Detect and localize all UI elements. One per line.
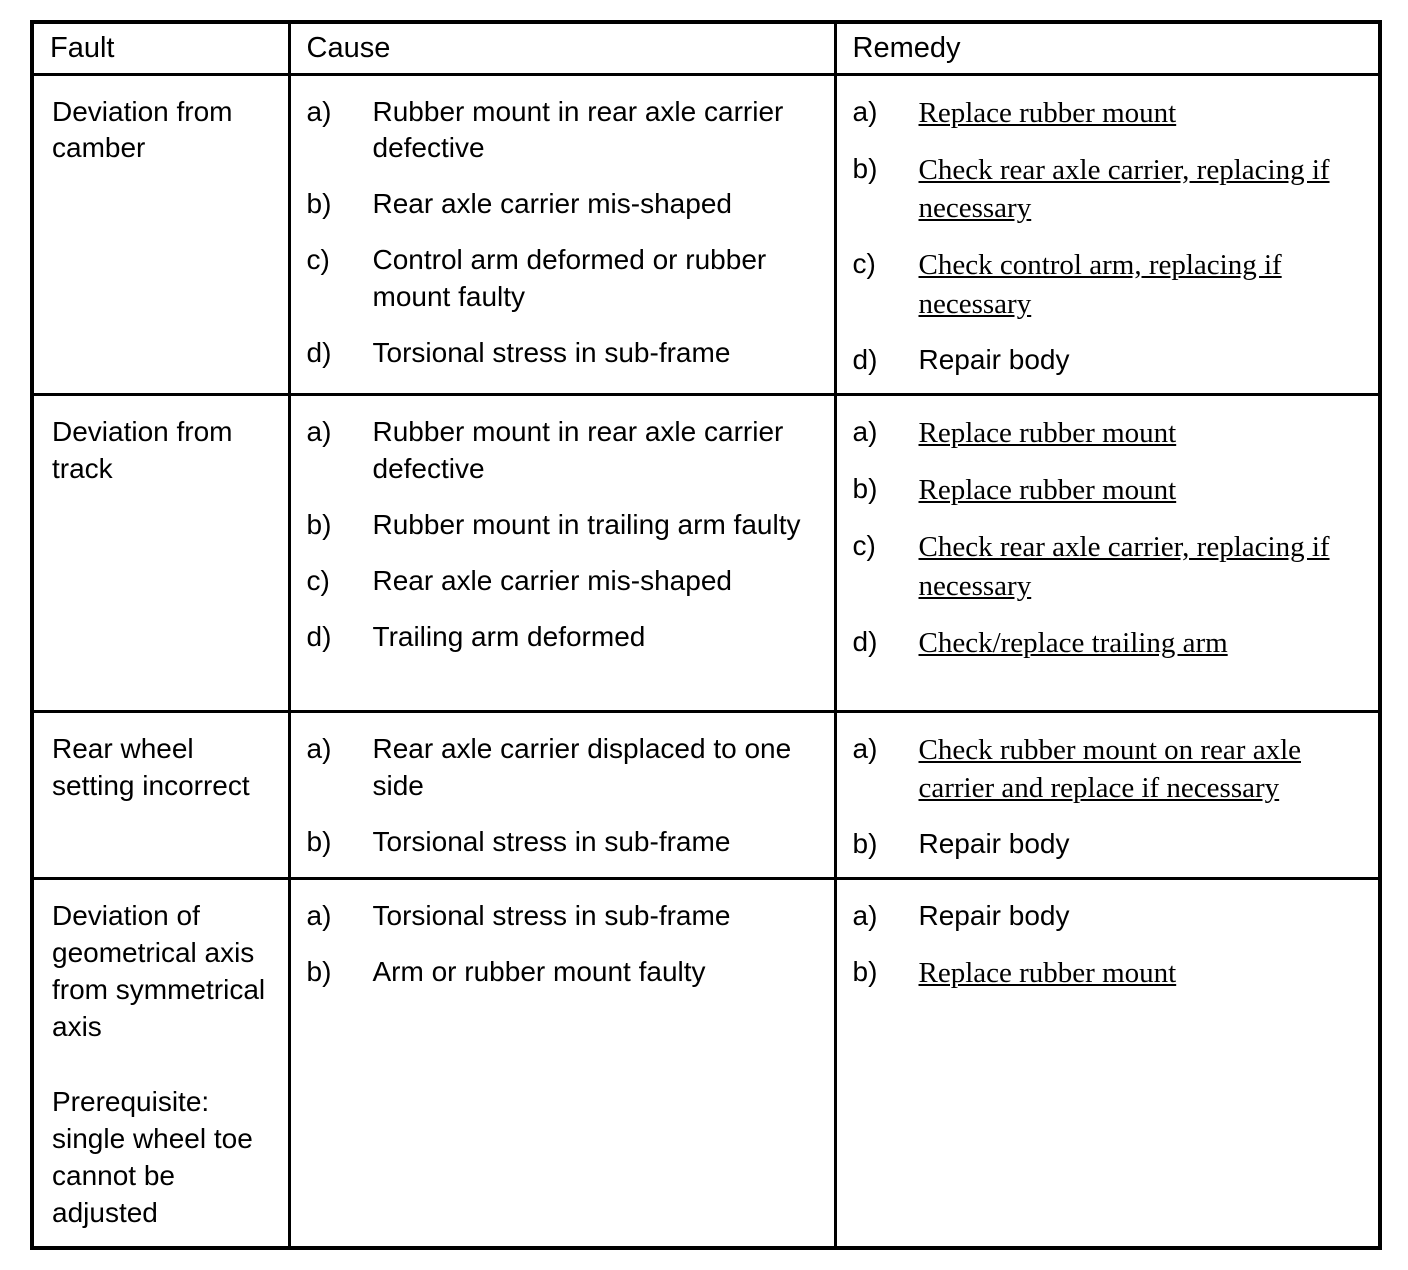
cause-letter: b): [306, 508, 332, 540]
remedy-text: Replace rubber mount: [918, 474, 1177, 507]
fault-text: Deviation from camber: [52, 95, 233, 164]
remedy-text: Check rear axle carrier, replacing if necessary: [918, 531, 1330, 602]
cause-text: Rear axle carrier displaced to one side: [372, 732, 792, 801]
remedy-text: Replace rubber mount: [918, 416, 1177, 449]
fault-cell: [32, 711, 289, 878]
header-remedy: Remedy: [835, 22, 1380, 74]
remedy-text: Replace rubber mount: [918, 957, 1177, 990]
cause-item: [307, 954, 824, 991]
cause-cell: [289, 711, 835, 878]
remedy-letter: b): [852, 152, 878, 184]
cause-item: [307, 563, 824, 600]
header-row: [32, 22, 1380, 74]
remedy-letter: b): [852, 828, 878, 860]
fault-cell: [32, 394, 289, 711]
remedy-cell: [835, 74, 1380, 394]
fault-text: Prerequisite: single wheel toe cannot be adjusted: [52, 1086, 253, 1228]
cause-item: [307, 731, 824, 805]
cause-text: Rubber mount in rear axle carrier defective: [372, 95, 784, 164]
cause-item: [307, 507, 824, 544]
cause-letter: a): [306, 732, 332, 764]
cause-text: Control arm deformed or rubber mount faulty: [372, 244, 767, 313]
table-row: [32, 879, 1380, 1248]
remedy-text: Replace rubber mount: [918, 96, 1177, 129]
cause-text: Rear axle carrier mis-shaped: [372, 564, 732, 596]
cause-letter: b): [306, 825, 332, 857]
remedy-letter: a): [852, 732, 878, 764]
cause-item: [307, 898, 824, 935]
cause-text: Rubber mount in trailing arm faulty: [372, 508, 801, 540]
remedy-cell: [835, 711, 1380, 878]
cause-item: [307, 414, 824, 488]
remedy-letter: c): [852, 530, 876, 562]
cause-cell: [289, 394, 835, 711]
header-fault: Fault: [32, 22, 289, 74]
cause-item: [307, 824, 824, 861]
cause-letter: d): [306, 337, 332, 369]
remedy-letter: a): [852, 415, 878, 447]
cause-letter: a): [306, 415, 332, 447]
remedy-cell: [835, 879, 1380, 1248]
fault-cell: [32, 879, 289, 1248]
table-row: [32, 74, 1380, 394]
cause-letter: b): [306, 956, 332, 988]
fault-text: Deviation of geometrical axis from symmetrical axis: [52, 900, 266, 1043]
remedy-letter: b): [852, 956, 878, 988]
cause-item: [307, 94, 824, 168]
cause-item: [307, 335, 824, 372]
remedy-letter: d): [852, 625, 878, 657]
remedy-text: Repair body: [918, 828, 1070, 860]
table-row: [32, 394, 1380, 711]
remedy-item: [853, 94, 1369, 132]
remedy-letter: a): [852, 900, 878, 932]
cause-cell: [289, 879, 835, 1248]
remedy-item: [853, 898, 1369, 935]
cause-letter: c): [306, 244, 330, 276]
remedy-text: Repair body: [918, 343, 1070, 375]
remedy-cell: [835, 394, 1380, 711]
cause-item: [307, 619, 824, 656]
remedy-item: [853, 246, 1369, 323]
remedy-text: Check rubber mount on rear axle carrier and replace if necessary: [918, 733, 1301, 805]
fault-text: Deviation from track: [52, 415, 233, 484]
remedy-text: Check control arm, replacing if necessary: [918, 249, 1282, 320]
remedy-text: Check/replace trailing arm: [918, 626, 1228, 659]
remedy-item: [853, 731, 1369, 808]
remedy-letter: b): [852, 473, 878, 505]
cause-letter: d): [306, 620, 332, 652]
cause-item: [307, 242, 824, 316]
remedy-item: [853, 528, 1369, 605]
cause-cell: [289, 74, 835, 394]
remedy-text: Repair body: [918, 900, 1070, 932]
header-cause: Cause: [289, 22, 835, 74]
table-row: [32, 711, 1380, 878]
fault-cell: [32, 74, 289, 394]
remedy-letter: d): [852, 343, 878, 375]
remedy-item: [853, 342, 1369, 379]
cause-text: Rubber mount in rear axle carrier defective: [372, 415, 784, 484]
remedy-letter: a): [852, 95, 878, 127]
remedy-item: [853, 471, 1369, 509]
cause-text: Rear axle carrier mis-shaped: [372, 188, 732, 220]
remedy-item: [853, 826, 1369, 863]
remedy-item: [853, 624, 1369, 662]
cause-letter: c): [306, 564, 330, 596]
remedy-letter: c): [852, 248, 876, 280]
cause-text: Trailing arm deformed: [372, 620, 646, 652]
remedy-text: Check rear axle carrier, replacing if necessary: [918, 153, 1330, 225]
cause-text: Arm or rubber mount faulty: [372, 956, 706, 988]
cause-letter: a): [306, 95, 332, 127]
cause-text: Torsional stress in sub-frame: [372, 825, 731, 857]
cause-text: Torsional stress in sub-frame: [372, 337, 731, 369]
remedy-item: [853, 414, 1369, 452]
cause-letter: b): [306, 188, 332, 220]
cause-item: [307, 186, 824, 223]
fault-text: Rear wheel setting incorrect: [52, 732, 250, 801]
troubleshooting-table: [30, 20, 1382, 1250]
remedy-item: [853, 151, 1369, 228]
cause-text: Torsional stress in sub-frame: [372, 900, 731, 932]
cause-letter: a): [306, 900, 332, 932]
remedy-item: [853, 954, 1369, 992]
